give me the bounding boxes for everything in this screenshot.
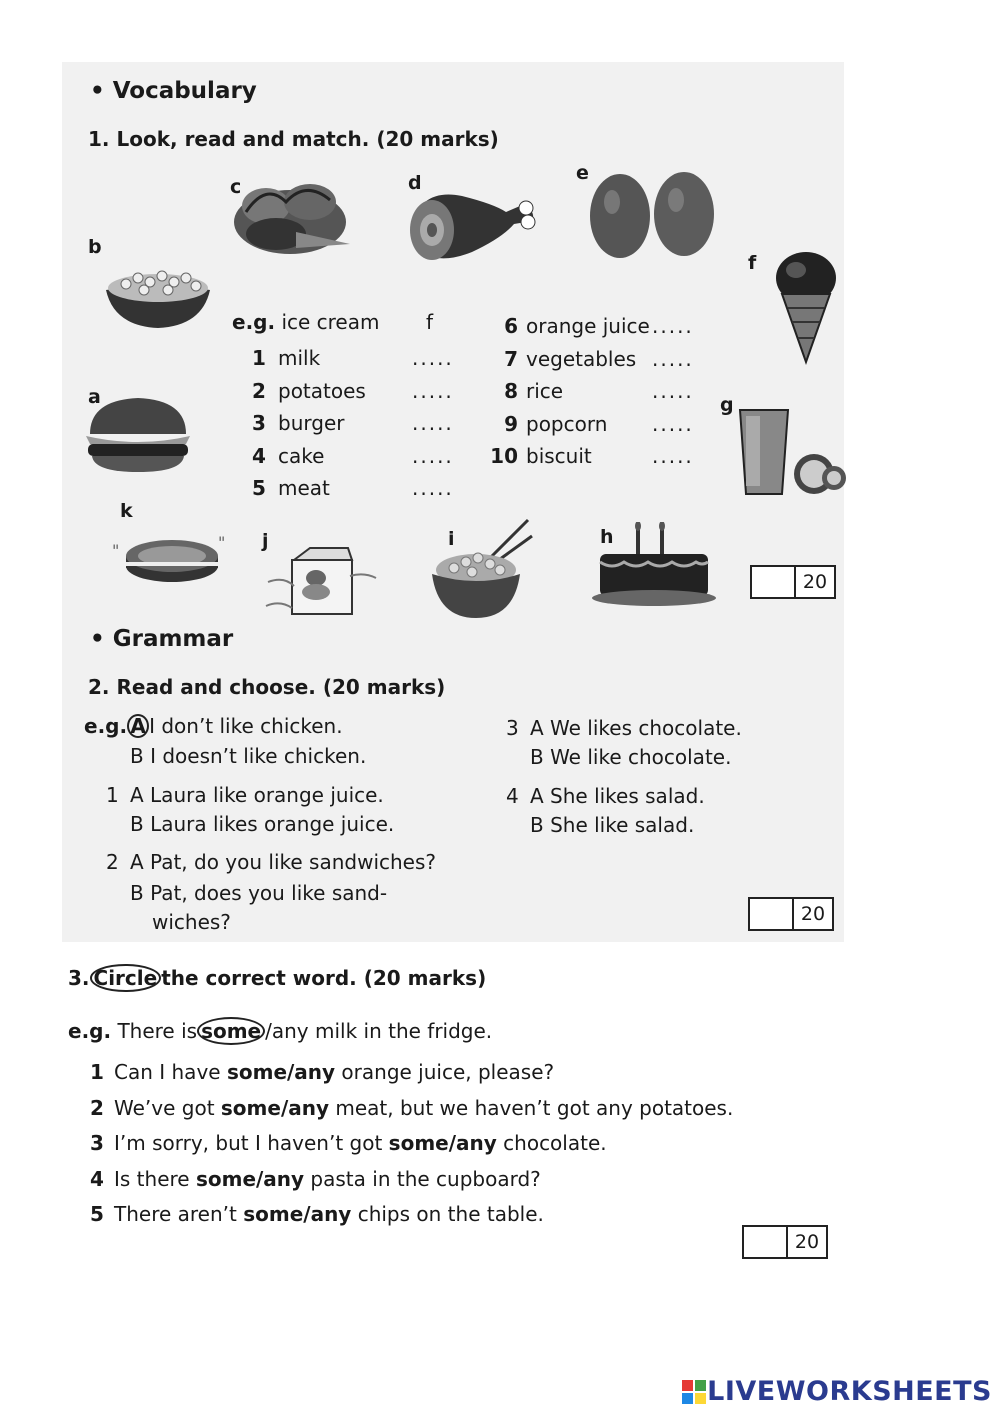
left-word-list: [252, 342, 366, 505]
list-item: 5 meat: [252, 476, 330, 500]
biscuit-picture: [112, 526, 230, 592]
answer-blank-5[interactable]: .....: [412, 476, 454, 500]
meat-picture: [402, 178, 538, 270]
answer-blank-9[interactable]: .....: [652, 411, 694, 436]
exercise-3-title: 3. Circle the correct word. (20 marks): [68, 966, 487, 990]
question-2-option-a[interactable]: A Pat, do you like sandwiches?: [130, 850, 437, 874]
label-a: a: [88, 386, 101, 408]
score-box-2: [748, 897, 834, 931]
label-h: h: [600, 526, 614, 548]
exercise-2-title: 2. Read and choose. (20 marks): [88, 675, 446, 699]
svg-text:": ": [112, 541, 120, 560]
grammar-heading: • Grammar: [90, 626, 234, 652]
question-3-option-a[interactable]: A We likes chocolate.: [530, 716, 742, 740]
list-item: 2 We’ve got some/any meat, but we haven’t got any potatoes.: [90, 1095, 734, 1120]
vocabulary-heading: • Vocabulary: [90, 78, 257, 104]
list-item: 8 rice: [504, 379, 564, 403]
list-item: 10 biscuit: [490, 444, 592, 468]
cake-picture: [592, 522, 716, 608]
choice-some-any[interactable]: some/any: [388, 1131, 497, 1155]
grammar-example: e.g. A I don’t like chicken.: [84, 714, 343, 738]
label-f: f: [748, 252, 757, 274]
answer-blank-3[interactable]: .....: [412, 411, 454, 435]
right-word-list: [482, 310, 650, 473]
score-box-3: [742, 1225, 828, 1259]
score-total: 20: [800, 903, 826, 925]
answer-blank-2[interactable]: .....: [412, 378, 454, 403]
list-item: 4 cake: [252, 443, 325, 468]
list-item: 2 potatoes: [252, 378, 366, 403]
example-row: e.g. ice cream: [232, 310, 380, 334]
label-d: d: [408, 172, 422, 194]
list-item: 5 There aren’t some/any chips on the table.: [90, 1202, 544, 1226]
burger-picture: [82, 394, 194, 476]
answer-blank-7[interactable]: .....: [652, 346, 694, 371]
left-answer-blanks: [412, 342, 454, 505]
question-1-option-a[interactable]: A Laura like orange juice.: [130, 783, 384, 807]
grammar-example-b[interactable]: B I doesn’t like chicken.: [130, 744, 367, 768]
list-item: 3 burger: [252, 411, 345, 435]
question-2-option-b[interactable]: B Pat, does you like sand- wiches?: [130, 881, 388, 934]
circled-option-a: A: [127, 714, 149, 738]
list-item: 4 Is there some/any pasta in the cupboard?: [90, 1166, 541, 1191]
question-2-number: 2: [106, 850, 119, 874]
question-4-option-b[interactable]: B She like salad.: [530, 813, 695, 837]
svg-text:": ": [218, 533, 226, 552]
liveworksheets-brand[interactable]: LIVEWORKSHEETS: [707, 1376, 992, 1407]
label-i: i: [448, 528, 455, 550]
liveworksheets-footer: [681, 1376, 992, 1407]
choice-some-any[interactable]: some/any: [243, 1202, 352, 1226]
list-item: 6 orange juice: [504, 314, 650, 338]
orange-juice-picture: [738, 404, 846, 498]
list-item: 9 popcorn: [504, 411, 608, 436]
label-j: j: [262, 530, 269, 552]
question-3-option-b[interactable]: B We like chocolate.: [530, 745, 732, 769]
popcorn-picture: [102, 262, 214, 332]
liveworksheets-logo-icon: [681, 1379, 707, 1405]
milk-picture: [264, 546, 380, 616]
question-3-number: 3: [506, 716, 519, 740]
list-item: 1 milk: [252, 346, 321, 370]
list-item: 1 Can I have some/any orange juice, please?: [90, 1060, 555, 1084]
label-b: b: [88, 236, 102, 258]
label-g: g: [720, 394, 734, 416]
choice-some-any[interactable]: some/any: [220, 1095, 330, 1120]
exercise-1-title: 1. Look, read and match. (20 marks): [88, 127, 499, 151]
vegetables-picture: [226, 172, 354, 262]
answer-blank-8[interactable]: .....: [652, 379, 694, 403]
example-answer: f: [426, 310, 434, 334]
choice-some-any[interactable]: some/any: [226, 1060, 336, 1084]
question-1-number: 1: [106, 783, 119, 807]
label-e: e: [576, 162, 589, 184]
question-4-option-a[interactable]: A She likes salad.: [530, 784, 705, 808]
right-answer-blanks: [652, 310, 694, 473]
rice-picture: [428, 514, 538, 624]
question-4-number: 4: [506, 784, 519, 808]
answer-blank-6[interactable]: .....: [652, 314, 694, 338]
score-input[interactable]: [750, 899, 794, 929]
answer-blank-4[interactable]: .....: [412, 443, 454, 468]
score-total: 20: [794, 1231, 820, 1253]
score-input[interactable]: [744, 1227, 788, 1257]
score-total: 20: [802, 571, 828, 593]
answer-blank-1[interactable]: .....: [412, 346, 454, 370]
ice-cream-picture: [770, 250, 838, 366]
potatoes-picture: [588, 166, 720, 260]
score-input[interactable]: [752, 567, 796, 597]
answer-blank-10[interactable]: .....: [652, 444, 694, 468]
exercise-3-list: [90, 1055, 733, 1233]
label-c: c: [230, 176, 242, 198]
list-item: 7 vegetables: [504, 346, 637, 371]
label-k: k: [120, 500, 133, 522]
exercise-3-example: e.g. There is some /any milk in the fridge.: [68, 1019, 493, 1043]
choice-some-any[interactable]: some/any: [195, 1166, 305, 1191]
score-box-1: [750, 565, 836, 599]
list-item: 3 I’m sorry, but I haven’t got some/any chocolate.: [90, 1131, 607, 1155]
question-1-option-b[interactable]: B Laura likes orange juice.: [130, 812, 395, 836]
